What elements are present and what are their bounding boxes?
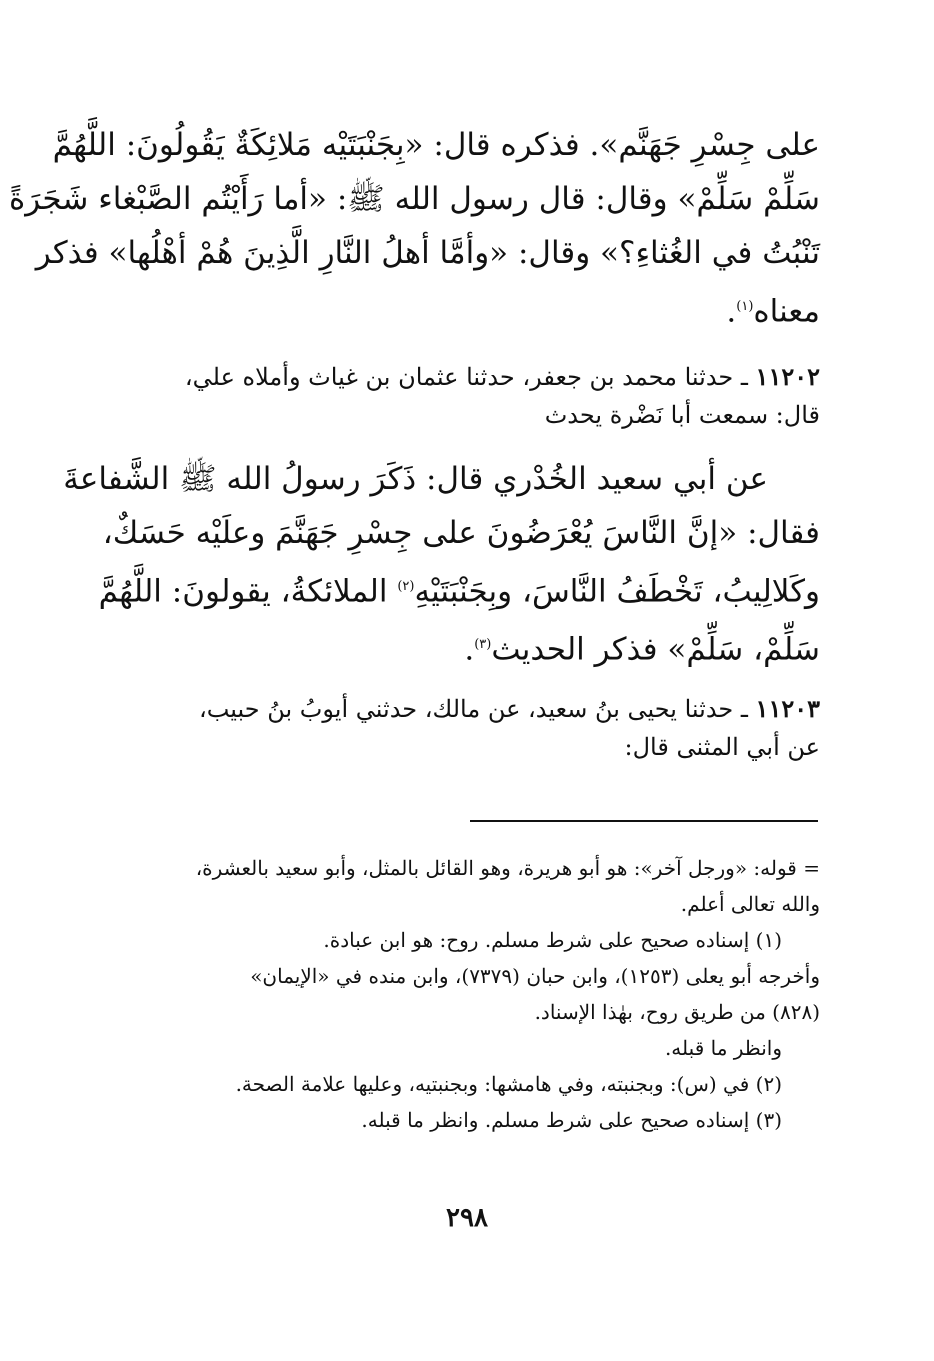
text-line: فقال: «إنَّ النَّاسَ يُعْرَضُونَ على جِسْرِ جَهَنَّمَ وعلَيْه حَسَكٌ، (102, 515, 820, 551)
text-fragment: الملائكةُ، يقولونَ: اللَّهُمَّ (98, 573, 398, 610)
text-fragment: سَلِّمْ، سَلِّمْ» فذكر الحديث (491, 631, 820, 668)
hadith-11202-chain (110, 358, 820, 434)
hadith-number: ١١٢٠٣ (755, 694, 820, 723)
footnotes (110, 850, 820, 1138)
hadith-number: ١١٢٠٢ (755, 362, 820, 391)
text-line: عن أبي سعيد الخُدْري قال: ذَكَرَ رسولُ الله ﷺ الشَّفاعةَ (63, 461, 768, 497)
text-line: سَلِّمْ، سَلِّمْ» فذكر الحديث$^{(٣)}$. (464, 631, 820, 668)
text-line (110, 690, 820, 728)
text-line: على جِسْرِ جَهَنَّم». فذكره قال: «بِجَنْبَتَيْه مَلائِكَةٌ يَقُولُونَ: اللَّهُمَّ (52, 127, 820, 163)
footnote-1-line: (٨٢٨) من طريق روح، بهٰذا الإسناد. (534, 1000, 820, 1024)
text-line: تَنْبُتُ في الغُثاءِ؟» وقال: «وأمَّا أهلُ النَّارِ الَّذِينَ هُمْ أهْلُها» فذكر (35, 235, 820, 271)
text-line: سَلِّمْ سَلِّمْ» وقال: قال رسول الله ﷺ: «أما رَأَيْتُم الصَّبْغاء شَجَرَةً (9, 181, 820, 217)
footnote-marker: (٣) (474, 637, 492, 653)
text-line: قال: سمعت أبا نَضْرة يحدث (544, 401, 820, 429)
footnote-marker: (١) (736, 299, 754, 314)
text-line (110, 358, 820, 396)
footnote-3: (٣) إسناده صحيح على شرط مسلم. وانظر ما قبله. (361, 1108, 782, 1132)
footnote-continuation: والله تعالى أعلم. (680, 892, 820, 916)
footnote-1-line: وأخرجه أبو يعلى (١٢٥٣)، وابن حبان (٧٣٧٩)، وابن منده في «الإيمان» (250, 964, 820, 988)
text-fragment: وكَلالِيبُ، تَخْطَفُ النَّاسَ، وبِجَنْبَتَيْهِ (414, 573, 820, 610)
page-number: ٢٩٨ (446, 1203, 488, 1233)
text-line: معناه$^{(١)}$. (726, 293, 820, 330)
text-fragment: ـ حدثنا محمد بن جعفر، حدثنا عثمان بن غياث وأملاه علي، (184, 363, 748, 391)
footnote-1: (١) إسناده صحيح على شرط مسلم. روح: هو ابن عبادة. (323, 928, 782, 952)
footnote-2: (٢) في (س): وبجنبته، وفي هامشها: وبجنبتيه، وعليها علامة الصحة. (235, 1072, 782, 1096)
text-fragment: معناه (753, 293, 820, 330)
text-fragment: ـ حدثنا يحيى بنُ سعيد، عن مالك، حدثني أيوبُ بنُ حبيب، (198, 695, 748, 723)
hadith-11203-chain (110, 690, 820, 766)
text-line: عن أبي المثنى قال: (624, 733, 820, 761)
footnote-continuation: = قوله: «ورجل آخر»: هو أبو هريرة، وهو القائل بالمثل، وأبو سعيد بالعشرة، (195, 856, 820, 880)
footnote-1-line: وانظر ما قبله. (664, 1036, 782, 1060)
paragraph-2 (63, 452, 820, 677)
footnote-marker: (٢) (397, 579, 415, 594)
text-line (98, 560, 820, 618)
footnote-separator (470, 820, 818, 822)
paragraph-1 (9, 118, 820, 338)
